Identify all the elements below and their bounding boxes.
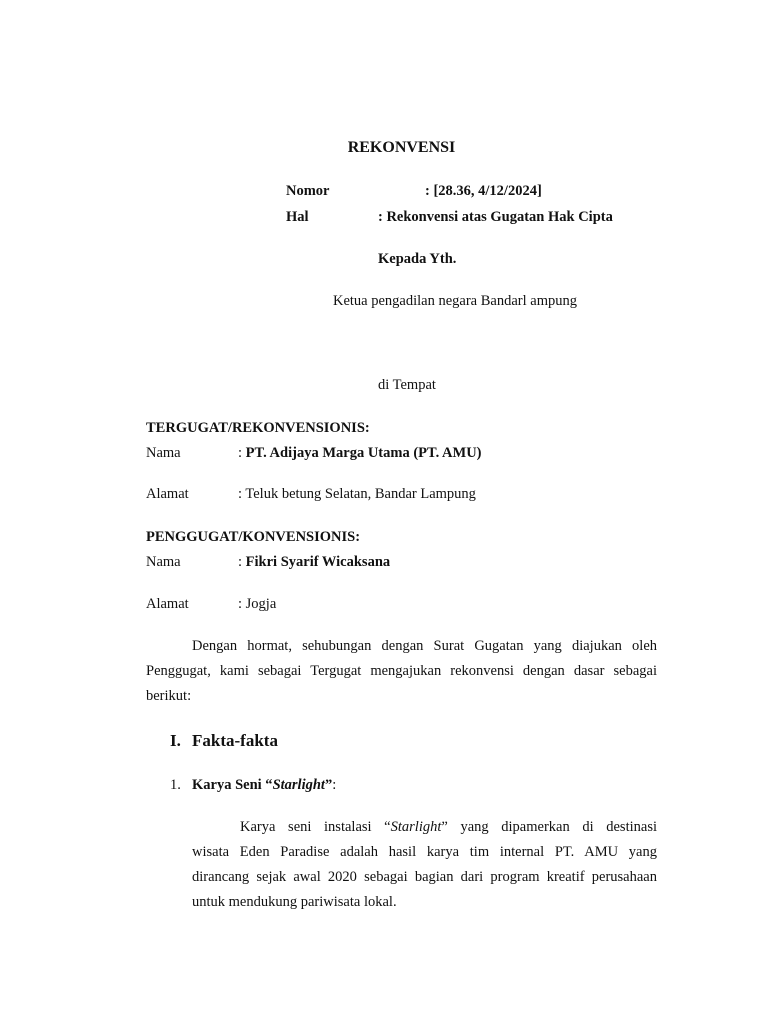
tergugat-alamat-value: : Teluk betung Selatan, Bandar Lampung xyxy=(238,486,476,502)
item-1-title-italic: Starlight xyxy=(272,777,325,793)
recipient-line: Ketua pengadilan negara Bandarl ampung xyxy=(333,293,577,309)
item-1-para-italic: Starlight xyxy=(390,819,442,835)
item-1-title xyxy=(192,777,336,794)
section-1-number: I. xyxy=(170,731,181,750)
di-tempat: di Tempat xyxy=(378,377,436,393)
tergugat-nama-colon: : xyxy=(238,445,246,461)
penggugat-heading: PENGGUGAT/KONVENSIONIS: xyxy=(146,529,361,545)
item-1-para-line-4: untuk mendukung pariwisata lokal. xyxy=(192,894,397,910)
item-1-number: 1. xyxy=(170,777,181,793)
section-1-title: Fakta-fakta xyxy=(192,731,278,750)
item-1-title-colon: : xyxy=(332,777,337,793)
penggugat-nama-colon: : xyxy=(238,554,246,570)
tergugat-heading: TERGUGAT/REKONVENSIONIS: xyxy=(146,420,370,436)
item-1-para-post: ” yang dipamerkan di destinasi xyxy=(441,819,657,835)
kepada-yth: Kepada Yth. xyxy=(378,251,457,267)
tergugat-nama-label: Nama xyxy=(146,445,181,461)
item-1-para-line-1 xyxy=(240,819,657,836)
intro-line-2: Penggugat, kami sebagai Tergugat mengajukan rekonvensi dengan dasar sebagai xyxy=(146,663,657,679)
item-1-para-line-3: dirancang sejak awal 2020 sebagai bagian dari program kreatif perusahaan xyxy=(192,869,657,885)
penggugat-alamat-value: : Jogja xyxy=(238,596,277,612)
tergugat-nama-text: PT. Adijaya Marga Utama (PT. AMU) xyxy=(245,445,482,461)
item-1-title-post: ” xyxy=(324,777,333,793)
penggugat-nama-text: Fikri Syarif Wicaksana xyxy=(245,554,391,570)
intro-line-1: Dengan hormat, sehubungan dengan Surat Gugatan yang diajukan oleh xyxy=(192,638,657,654)
tergugat-alamat-label: Alamat xyxy=(146,486,189,502)
penggugat-alamat-label: Alamat xyxy=(146,596,189,612)
hal-label: Hal xyxy=(286,209,309,225)
item-1-para-line-2: wisata Eden Paradise adalah hasil karya tim internal PT. AMU yang xyxy=(192,844,657,860)
intro-line-3: berikut: xyxy=(146,688,192,704)
item-1-para-pre: Karya seni instalasi “ xyxy=(240,819,391,835)
penggugat-nama-label: Nama xyxy=(146,554,181,570)
document-title: REKONVENSI xyxy=(347,139,456,156)
nomor-value: : [28.36, 4/12/2024] xyxy=(425,183,542,199)
penggugat-nama-value xyxy=(238,554,390,571)
hal-value: : Rekonvensi atas Gugatan Hak Cipta xyxy=(378,209,613,225)
item-1-title-pre: Karya Seni “ xyxy=(192,777,273,793)
tergugat-nama-value xyxy=(238,445,482,462)
nomor-label: Nomor xyxy=(286,183,330,199)
